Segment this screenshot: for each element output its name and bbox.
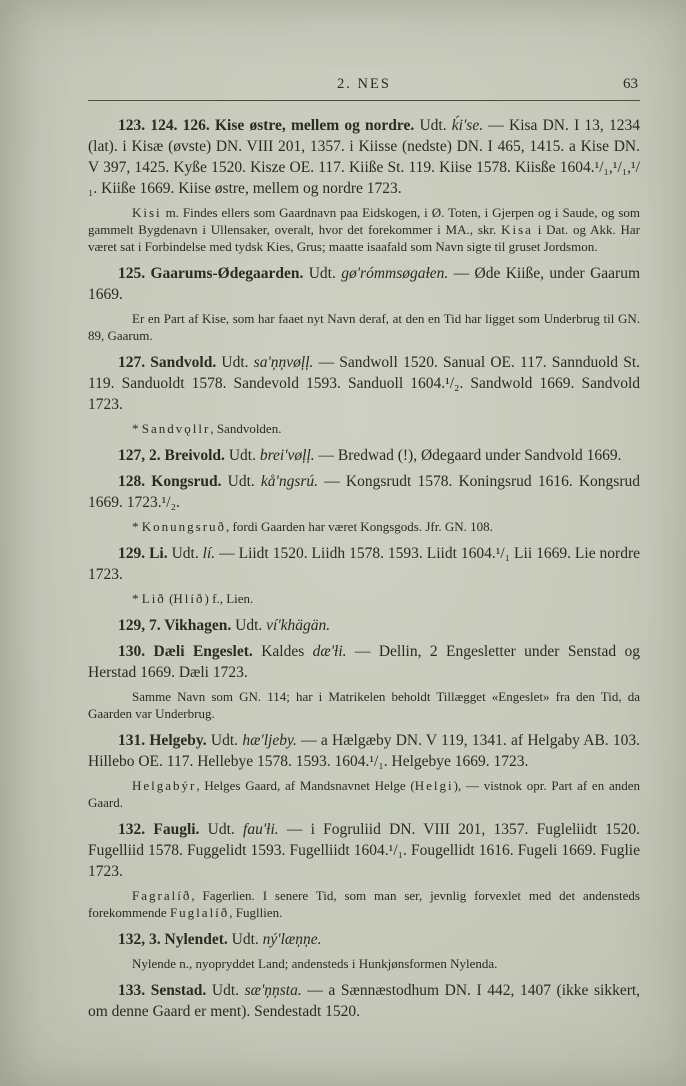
entry-133 [88,980,640,1022]
udt-label: Udt. [228,447,256,464]
entry-heading: 129, 7. Vikhagen. [118,617,232,634]
udt-label: Udt. [210,732,239,749]
entry-heading: 132. Faugli. [118,821,200,838]
entry-heading: 127. Sandvold. [118,354,217,371]
entry-body: — Kisa DN. I 13, 1234 (lat). i Kisæ (øvste) DN. VIII 201, 1357. i Kiisse (nedste) DN. I 465, 1415. a Kise DN. V 397, 1425. Kyße 1520. Kisze OE. 117. Kiiße St. 119. Kiise 1578. Kiisße 1604.¹/₁,¹/₁,¹/₁. Kiiße 1669. Kiise østre, mellem og nordre 1723. [88,117,641,197]
entry-127 [88,352,640,415]
udt-label: Udt. [308,265,336,282]
entry-129-7 [88,615,640,636]
pronunciation: ví'khägän. [266,617,331,634]
page-content [88,76,640,1027]
udt-label: Udt. [231,931,259,948]
udt-label: Udt. [419,117,447,134]
page-number: 63 [623,76,638,92]
page-header [88,76,640,96]
entry-heading: 131. Helgeby. [118,732,207,749]
entry-note: Nylende n., nyopryddet Land; andensteds i Hunkjønsformen Nylenda. [132,956,498,971]
entry-body: — Bredwad (!), Ødegaard under Sandvold 1669. [318,447,622,464]
udt-label: Udt. [221,354,249,371]
entry-note: Samme Navn som GN. 114; har i Matrikelen beholdt Tillægget «Engeslet» fra den Tid, da Gaarden var Underbrug. [88,689,640,721]
entry-note: * Sandvǫllr, Sandvolden. [132,421,282,436]
entry-note: Kisi m. Findes ellers som Gaardnavn paa Eidskogen, i Ø. Toten, i Gjerpen og i Saude, og som gammelt Bygdenavn i Ullensaker, overalt, hvor det forekommer i MA., skr. Kisa i Dat. og Akk. Har været sat i Forbindelse med tydsk Kies, Grus; maatte isaafald som Navn sigte til gruset Jordsmon. [88,205,640,254]
udt-label: Udt. [207,821,235,838]
pronunciation: lí. [202,545,216,562]
entry-body: — i Fogruliid DN. VIII 201, 1357. Fugleliidt 1520. Fugelliid 1578. Fuggelidt 1593. Fugelliidt 1604.¹/₁. Fougellidt 1616. Fugeli 1669. Fuglie 1723. [88,821,641,880]
udt-label: Kaldes [261,643,305,660]
entry-note: Helgabýr, Helges Gaard, af Mandsnavnet Helge (Helgi), — vistnok opr. Part af en anden Gaard. [88,778,640,810]
pronunciation: dæ'ƚi. [312,643,347,660]
entry-note: Fagralíð, Fagerlien. I senere Tid, som man ser, jevnlig forvexlet med det andensteds forekommende Fuglalíð, Fugllien. [88,888,640,920]
entry-132-3 [88,929,640,950]
entry-123-124-126 [88,115,640,199]
entry-heading: 123. 124. 126. Kise østre, mellem og nordre. [118,117,415,134]
entry-heading: 127, 2. Breivold. [118,447,225,464]
entry-body: — Liidt 1520. Liidh 1578. 1593. Liidt 1604.¹/₁ Lii 1669. Lie nordre 1723. [88,545,641,583]
entry-heading: 132, 3. Nylendet. [118,931,228,948]
entry-125 [88,263,640,305]
entry-note: * Konungsruð, fordi Gaarden har været Kongsgods. Jfr. GN. 108. [132,519,493,534]
pronunciation: sæ'ņņsta. [244,982,302,999]
pronunciation: sa'ņņvøļļ. [253,354,314,371]
entry-body: — Dellin, 2 Engesletter under Senstad og Herstad 1669. Dæli 1723. [88,643,640,681]
entry-body: — Øde Kiiße, under Gaarum 1669. [88,265,641,303]
pronunciation: kå'ngsrú. [260,473,319,490]
pronunciation: gø'rómmsøgaƚen. [341,265,449,282]
entry-body: — Kongsrudt 1578. Koningsrud 1616. Kongsrud 1669. 1723.¹/₂. [88,473,640,511]
entry-body: — Sandwoll 1520. Sanual OE. 117. Sannduold St. 119. Sanduoldt 1578. Sandevold 1593. Sanduoll 1604.¹/₂. Sandwold 1669. Sandvold 1723. [88,354,641,413]
udt-label: Udt. [171,545,199,562]
entry-129 [88,543,640,585]
pronunciation: ḱi'se. [451,117,484,134]
udt-label: Udt. [235,617,263,634]
running-title: 2. NES [337,76,391,92]
entry-body: — a Sænnæstodhum DN. I 442, 1407 (ikke sikkert, om denne Gaard er ment). Sendestadt 1520. [88,982,641,1020]
entry-127-2 [88,445,640,466]
entry-130 [88,641,640,683]
entry-heading: 125. Gaarums-Ødegaarden. [118,265,304,282]
entry-131 [88,730,640,772]
pronunciation: brei'vøļļ. [259,447,315,464]
entry-heading: 130. Dæli Engeslet. [118,643,253,660]
entry-heading: 128. Kongsrud. [118,473,222,490]
udt-label: Udt. [211,982,239,999]
entry-heading: 133. Senstad. [118,982,207,999]
pronunciation: hæ'ljeby. [242,732,297,749]
entry-132 [88,819,640,882]
entry-note: Er en Part af Kise, som har faaet nyt Navn deraf, at den en Tid har ligget som Underbrug til GN. 89, Gaarum. [88,311,640,343]
entry-body: — a Hælgæby DN. V 119, 1341. af Helgaby AB. 103. Hillebo OE. 117. Hellebye 1578. 1593. 1604.¹/₁. Helgebye 1669. 1723. [88,732,641,770]
entry-128 [88,471,640,513]
pronunciation: fau'ƚi. [243,821,279,838]
udt-label: Udt. [227,473,255,490]
pronunciation: ný'læņņe. [262,931,322,948]
entry-note: * Lið (Hlíð) f., Lien. [132,591,254,606]
header-rule [88,100,640,101]
entry-heading: 129. Li. [118,545,168,562]
